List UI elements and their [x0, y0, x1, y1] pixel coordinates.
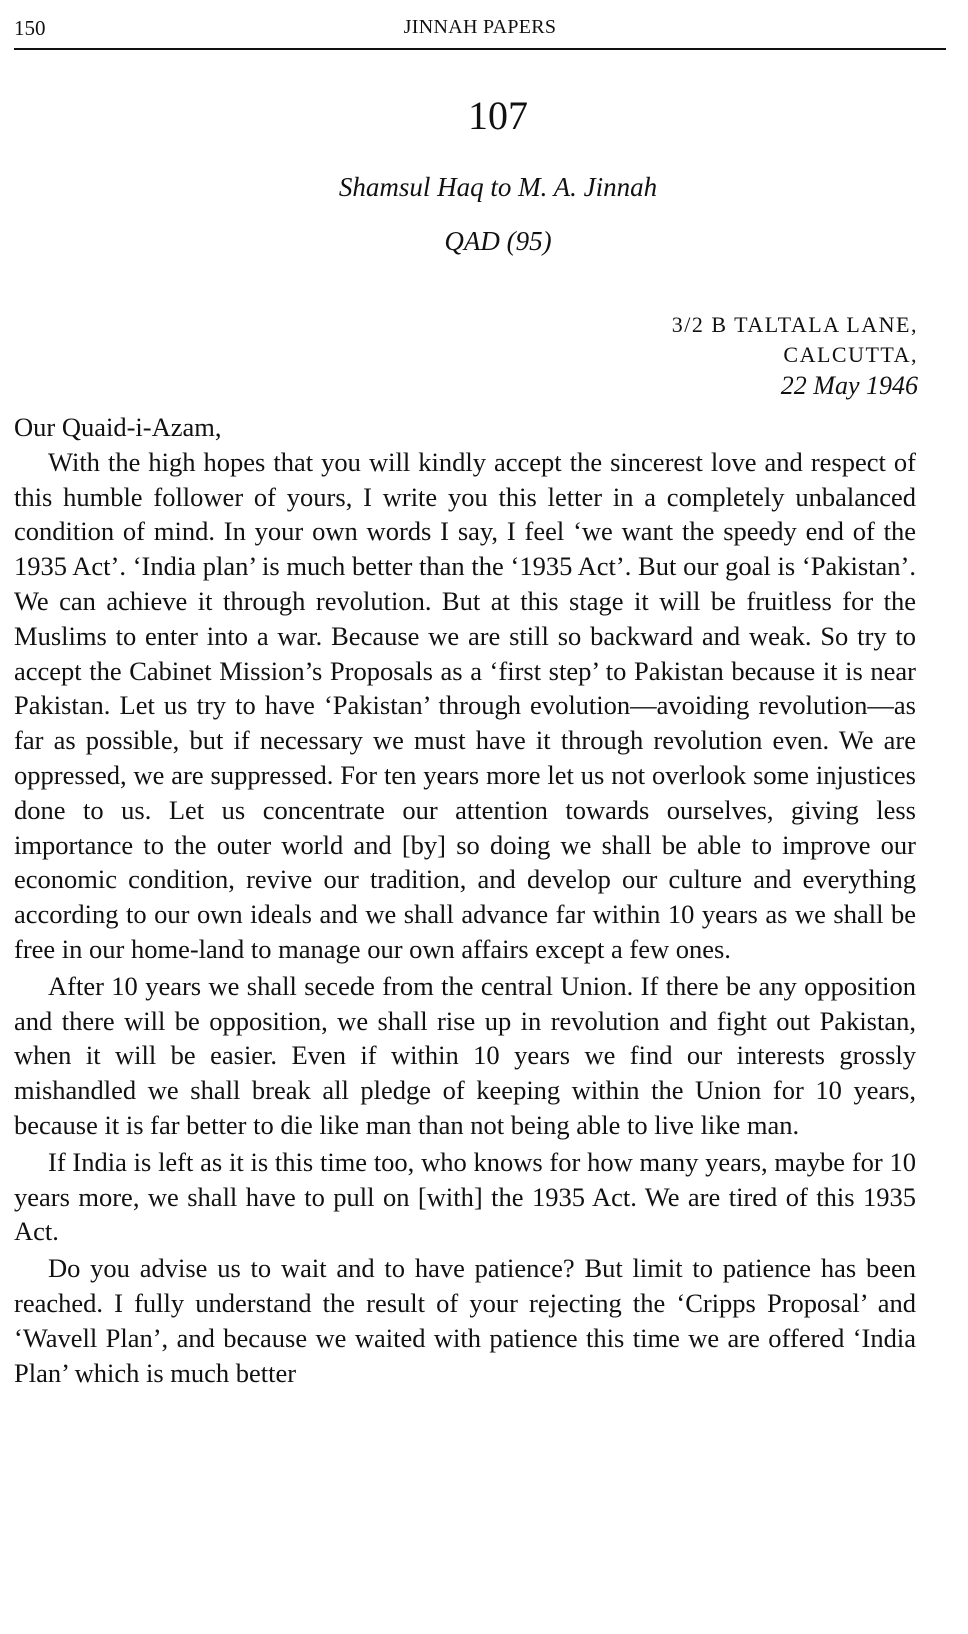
- running-header: [14, 10, 946, 44]
- letter-body: [14, 410, 916, 1390]
- salutation: Our Quaid-i-Azam,: [14, 412, 222, 442]
- address-city: CALCUTTA,: [783, 342, 918, 367]
- paragraph: After 10 years we shall secede from the central Union. If there be any opposition and there will be opposition, we shall rise up in revolution and fight out Pakistan, when it will be easier. Even if within 10 years we find our interests grossly mishandled we shall break all pledge of keeping within the Union for 10 years, because it is far better to die like man than not being able to live like man.: [14, 970, 916, 1140]
- paragraph: Do you advise us to wait and to have patience? But limit to patience has been reached. I fully understand the result of your rejecting the ‘Cripps Proposal’ and ‘Wavell Plan’, and because we waited with patience this time we are offered ‘India Plan’ which is much better: [14, 1253, 916, 1388]
- document-number: 107: [468, 93, 528, 138]
- page-number: 150: [14, 16, 46, 40]
- sender-address: [672, 310, 918, 402]
- address-street: 3/2 B TALTALA LANE,: [671, 312, 918, 337]
- paragraph: If India is left as it is this time too, who knows for how many years, maybe for 10 years more, we shall have to pull on [with] the 1935 Act. We are tired of this 1935 Act.: [14, 1146, 916, 1247]
- running-title: JINNAH PAPERS: [403, 16, 557, 38]
- document-source: QAD (95): [444, 226, 552, 256]
- header-rule: [14, 48, 946, 50]
- document-heading: Shamsul Haq to M. A. Jinnah: [338, 172, 658, 202]
- letter-date: 22 May 1946: [780, 371, 918, 400]
- paragraph: With the high hopes that you will kindly accept the sincerest love and respect of this humble follower of yours, I write you this letter in a completely unbalanced condition of mind. In your own words I say, I feel ‘we want the speedy end of the 1935 Act’. ‘India plan’ is much better than the ‘1935 Act’. But our goal is ‘Pakistan’. We can achieve it through revolution. But at this stage it will be fruitless for the Muslims to enter into a war. Because we are still so backward and weak. So try to accept the Cabinet Mission’s Proposals as a ‘first step’ to Pakistan because it is near Pakistan. Let us try to have ‘Pakistan’ through evolution—avoiding revolution—as far as possible, but if necessary we must have it through revolution even. We are oppressed, we are suppressed. For ten years more let us not overlook some injustices done to us. Let us concentrate our attention towards ourselves, giving less importance to the outer world and [by] so doing we shall be able to improve our economic condition, revive our tradition, and develop our culture and everything according to our own ideals and we shall advance far within 10 years as we shall be free in our home-land to manage our own affairs except a few ones.: [14, 446, 916, 964]
